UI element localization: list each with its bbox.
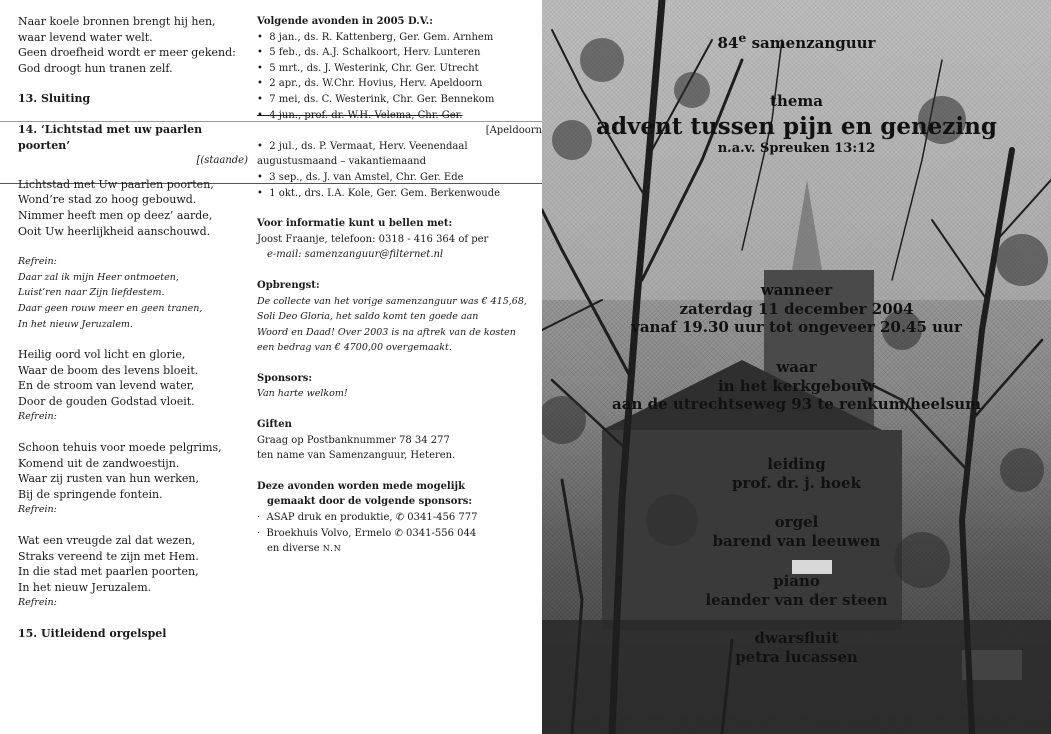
giften-title: Giften bbox=[257, 419, 292, 431]
refrain-line: Daar zal ik mijn Heer ontmoeten, bbox=[18, 271, 179, 283]
verse-line: Nimmer heeft men op deez’ aarde, bbox=[18, 208, 213, 222]
venue: in het kerkgebouw bbox=[717, 377, 875, 395]
info-phone: Joost Fraanje, telefoon: 0318 - 416 364 of per bbox=[257, 233, 489, 245]
item-14-note: [(staande) bbox=[196, 155, 248, 167]
sponsors-title: Sponsors: bbox=[257, 372, 313, 384]
refrain-label: Refrein: bbox=[18, 504, 57, 516]
refrain-label: Refrein: bbox=[18, 597, 57, 609]
opbrengst-line: Woord en Daad! Over 2003 is na aftrek van de kosten bbox=[257, 326, 516, 338]
giften-line: ten name van Samenzanguur, Heteren. bbox=[257, 450, 456, 462]
schedule-item: • 8 jan., ds. R. Kattenberg, Ger. Gem. Arnhem bbox=[257, 30, 542, 46]
verse-line: Wond’re stad zo hoog gebouwd. bbox=[18, 193, 197, 207]
event-date: zaterdag 11 december 2004 bbox=[679, 300, 914, 318]
stanza-3 bbox=[18, 440, 248, 518]
info-title: Voor informatie kunt u bellen met: bbox=[257, 218, 453, 230]
schedule-list-2 bbox=[257, 139, 542, 155]
schedule-item: • 5 feb., ds. A.J. Schalkoort, Herv. Lunteren bbox=[257, 45, 542, 61]
refrain-label: Refrein: bbox=[18, 256, 57, 268]
piano-name: leander van der steen bbox=[705, 591, 888, 609]
item-14-heading: 14. ‘Lichtstad met uw paarlen poorten’ bbox=[18, 122, 203, 152]
stanza-1 bbox=[18, 177, 248, 239]
sponsor-more-text: en diverse bbox=[267, 543, 320, 555]
address: aan de utrechtseweg 93 te renkum/heelsum bbox=[612, 395, 981, 413]
organ-label: orgel bbox=[774, 513, 819, 531]
verse-line: En de stroom van levend water, bbox=[18, 379, 195, 393]
giften-line: Graag op Postbanknummer 78 34 277 bbox=[257, 434, 450, 446]
lead-label: leiding bbox=[767, 455, 826, 473]
item-15-heading: 15. Uitleidend orgelspel bbox=[18, 627, 167, 640]
verse-line: Bij de springende fontein. bbox=[18, 487, 163, 501]
schedule-item: • 3 sep., ds. J. van Amstel, Chr. Ger. Ede bbox=[257, 170, 542, 186]
schedule-item: • 2 apr., ds. W.Chr. Hovius, Herv. Apeldoorn bbox=[257, 76, 542, 92]
schedule-list bbox=[257, 30, 542, 124]
refrain-line: In het nieuw Jeruzalem. bbox=[18, 318, 133, 330]
cover-panel bbox=[542, 0, 1051, 734]
where-label: waar bbox=[776, 358, 817, 376]
edition-number: 84 bbox=[717, 34, 739, 52]
theme-title: advent tussen pijn en genezing bbox=[596, 113, 997, 140]
verse-line: Naar koele bronnen brengt hij hen, bbox=[18, 15, 216, 28]
refrain-line: Daar geen rouw meer en geen tranen, bbox=[18, 302, 203, 314]
opbrengst-line: De collecte van het vorige samenzanguur was € 415,68, bbox=[257, 295, 527, 307]
theme-label: thema bbox=[770, 92, 823, 110]
made-possible-line: Deze avonden worden mede mogelijk bbox=[257, 480, 466, 492]
flute-name: petra lucassen bbox=[735, 648, 858, 666]
refrain-label: Refrein: bbox=[18, 411, 57, 423]
verse-line: Schoon tehuis voor moede pelgrims, bbox=[18, 441, 222, 455]
schedule-continuation: [Apeldoorn bbox=[485, 125, 542, 137]
opbrengst-line: een bedrag van € 4700,00 overgemaakt. bbox=[257, 342, 452, 354]
verse-line: Straks vereend te zijn met Hem. bbox=[18, 549, 199, 563]
item-13-heading: 13. Sluiting bbox=[18, 92, 91, 106]
verse-line: God droogt hun tranen zelf. bbox=[18, 61, 173, 75]
verse-line: Ooit Uw heerlijkheid aanschouwd. bbox=[18, 224, 211, 238]
program-column-left bbox=[18, 14, 248, 642]
schedule-item: • 5 mrt., ds. J. Westerink, Chr. Ger. Utrecht bbox=[257, 61, 542, 77]
lead-name: prof. dr. j. hoek bbox=[732, 474, 861, 492]
verse-line: In die stad met paarlen poorten, bbox=[18, 565, 199, 579]
verse-line: Lichtstad met Uw paarlen poorten, bbox=[18, 177, 214, 191]
schedule-item: • 4 jun., prof. dr. W.H. Velema, Chr. Ger. bbox=[257, 108, 542, 124]
refrain bbox=[18, 254, 248, 332]
organ-name: barend van leeuwen bbox=[712, 532, 881, 550]
sponsors-welcome: Van harte welkom! bbox=[257, 388, 348, 400]
verse-line: Geen droefheid wordt er meer gekend: bbox=[18, 46, 236, 60]
theme-reference: n.a.v. Spreuken 13:12 bbox=[717, 141, 876, 156]
opbrengst-title: Opbrengst: bbox=[257, 279, 320, 291]
schedule-item: • 1 okt., drs. I.A. Kole, Ger. Gem. Berkenwoude bbox=[257, 186, 542, 202]
verse-line: In het nieuw Jeruzalem. bbox=[18, 580, 152, 594]
schedule-list-3 bbox=[257, 170, 542, 201]
edition-line bbox=[542, 30, 1051, 52]
verse-line: Komend uit de zandwoestijn. bbox=[18, 456, 180, 470]
schedule-title: Volgende avonden in 2005 D.V.: bbox=[257, 16, 433, 27]
stanza-4 bbox=[18, 533, 248, 611]
verse-intro bbox=[18, 14, 248, 76]
verse-line: Heilig oord vol licht en glorie, bbox=[18, 348, 186, 362]
schedule-item: • 7 mei, ds. C. Westerink, Chr. Ger. Bennekom bbox=[257, 92, 542, 108]
verse-line: Door de gouden Godstad vloeit. bbox=[18, 394, 195, 408]
info-email: e-mail: samenzanguur@filternet.nl bbox=[267, 249, 444, 261]
piano-label: piano bbox=[773, 572, 820, 590]
sponsor-list bbox=[257, 510, 542, 541]
verse-line: Wat een vreugde zal dat wezen, bbox=[18, 534, 196, 548]
sponsor-item: · ASAP druk en produktie, ✆ 0341-456 777 bbox=[257, 510, 542, 526]
refrain-line: Luist’ren naar Zijn liefdestem. bbox=[18, 287, 165, 299]
info-column-middle bbox=[257, 14, 542, 557]
sponsor-more bbox=[257, 541, 542, 557]
verse-line: Waar zij rusten van hun werken, bbox=[18, 472, 199, 486]
flute-label: dwarsfluit bbox=[754, 629, 839, 647]
opbrengst-line: Soli Deo Gloria, het saldo komt ten goede aan bbox=[257, 311, 479, 323]
event-time: vanaf 19.30 uur tot ongeveer 20.45 uur bbox=[631, 318, 962, 336]
sponsor-nn: N.N bbox=[322, 544, 342, 554]
summer-note: augustusmaand – vakantiemaand bbox=[257, 156, 427, 168]
verse-line: Waar de boom des levens bloeit. bbox=[18, 363, 199, 377]
made-possible-line: gemaakt door de volgende sponsors: bbox=[267, 496, 473, 508]
edition-superscript: e bbox=[738, 30, 747, 45]
edition-word: samenzanguur bbox=[751, 34, 876, 52]
verse-line: waar levend water welt. bbox=[18, 30, 153, 44]
sponsor-item: · Broekhuis Volvo, Ermelo ✆ 0341-556 044 bbox=[257, 526, 542, 542]
when-label: wanneer bbox=[760, 281, 833, 299]
stanza-2 bbox=[18, 347, 248, 425]
schedule-item: • 2 jul., ds. P. Vermaat, Herv. Veenendaal bbox=[257, 139, 542, 155]
